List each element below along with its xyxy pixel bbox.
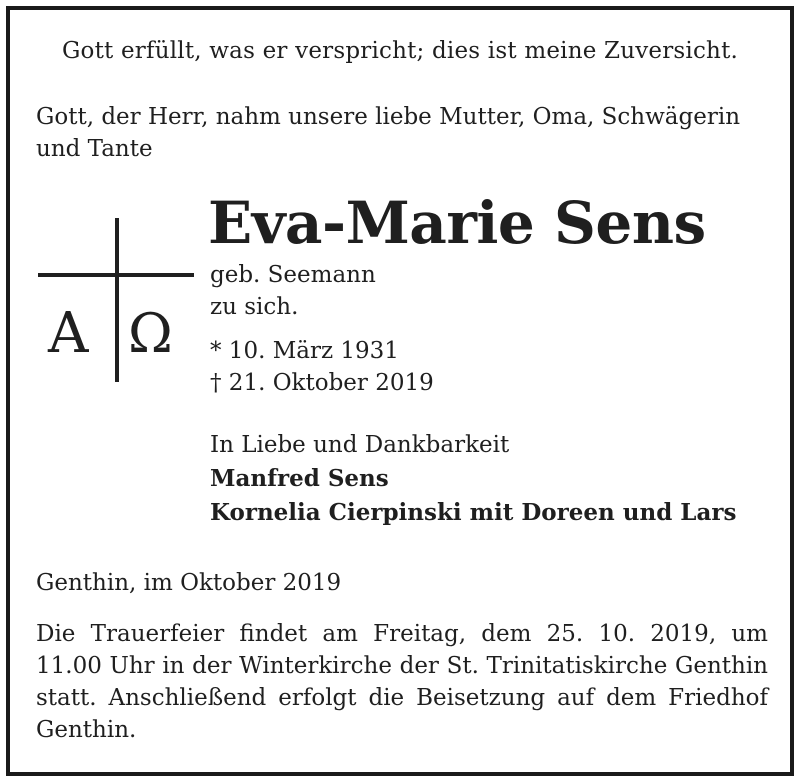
cross-alpha-omega-icon — [38, 218, 194, 382]
closing-phrase: zu sich. — [210, 294, 299, 320]
mourners-intro: In Liebe und Dankbarkeit — [210, 432, 510, 458]
mourner-line-1: Manfred Sens — [210, 465, 389, 492]
mourner-line-2: Kornelia Cierpinski mit Doreen und Lars — [210, 499, 737, 526]
death-date: † 21. Oktober 2019 — [210, 370, 434, 396]
birth-date: * 10. März 1931 — [210, 338, 399, 364]
deceased-name: Eva-Marie Sens — [208, 189, 706, 257]
cross-horizontal-bar — [38, 273, 194, 277]
motto: Gott erfüllt, was er verspricht; dies ist meine Zuversicht. — [61, 38, 739, 64]
cross-vertical-bar — [115, 218, 119, 382]
intro-line-1: Gott, der Herr, nahm unsere liebe Mutter, Oma, Schwägerin — [36, 104, 741, 130]
obituary-notice — [6, 6, 794, 776]
birth-name: geb. Seemann — [210, 262, 376, 288]
funeral-service-info: Die Trauerfeier findet am Freitag, dem 25. 10. 2019, um 11.00 Uhr in der Winterkirche der St. Trinitatiskirche Genthin statt. Anschließend erfolgt die Beisetzung auf dem Friedhof Genthin. — [36, 621, 768, 743]
intro-line-2: und Tante — [36, 136, 153, 162]
alpha-letter: A — [48, 301, 89, 366]
omega-letter: Ω — [128, 302, 173, 365]
place-and-date: Genthin, im Oktober 2019 — [36, 570, 342, 596]
